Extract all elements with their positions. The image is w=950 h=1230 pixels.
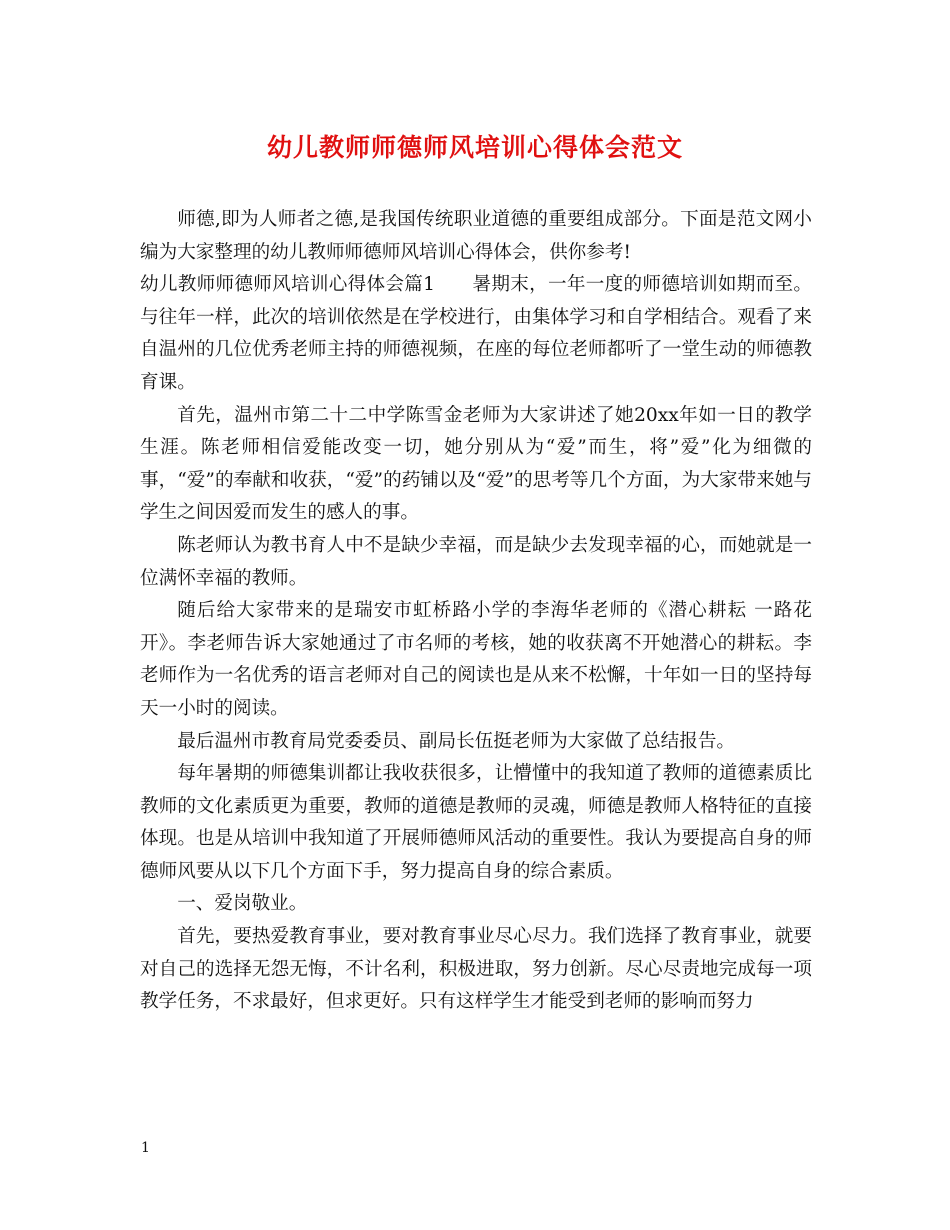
page-number: 1 (141, 1140, 150, 1156)
body-paragraph: 随后给大家带来的是瑞安市虹桥路小学的李海华老师的《潜心耕耘 一路花开》。李老师告诉大家她通过了市名师的考核，她的收获离不开她潜心的耕耘。李老师作为一名优秀的语言老师对自己的阅读也是从来不松懈，十年如一日的坚持每天一小时的阅读。 (140, 600, 812, 719)
body-paragraph: 首先，要热爱教育事业，要对教育事业尽心尽力。我们选择了教育事业，就要对自己的选择无怨无悔，不计名利，积极进取，努力创新。尽心尽责地完成每一项教学任务，不求最好，但求更好。只有这样学生才能受到老师的影响而努力 (140, 926, 812, 1013)
body-paragraph: 陈老师认为教书育人中不是缺少幸福，而是缺少去发现幸福的心，而她就是一位满怀幸福的教师。 (140, 534, 812, 589)
body-paragraph: 每年暑期的师德集训都让我收获很多，让懵懂中的我知道了教师的道德素质比教师的文化素质更为重要，教师的道德是教师的灵魂，师德是教师人格特征的直接体现。也是从培训中我知道了开展师德师风活动的重要性。我认为要提高自身的师德师风要从以下几个方面下手，努力提高自身的综合素质。 (140, 763, 812, 882)
intro-paragraph: 师德,即为人师者之德,是我国传统职业道德的重要组成部分。下面是范文网小编为大家整理的幼儿教师师德师风培训心得体会，供你参考! (140, 209, 812, 263)
body-paragraph: 首先，温州市第二十二中学陈雪金老师为大家讲述了她20xx年如一日的教学生涯。陈老师相信爱能改变一切，她分别从为“爱”而生，将”爱”化为细微的事，“爱”的奉献和收获，“爱”的药铺以及“爱”的思考等几个方面，为大家带来她与学生之间因爱而发生的感人的事。 (140, 404, 812, 524)
section-paragraph (140, 269, 812, 399)
section-first-text: 暑期末，一年一度的师德培训如期而至。与往年一样，此次的培训依然是在学校进行，由集体学习和自学相结合。观看了来自温州的几位优秀老师主持的师德视频，在座的每位老师都听了一堂生动的师德教育课。 (140, 274, 812, 393)
body-paragraph: 最后温州市教育局党委委员、副局长伍挺老师为大家做了总结报告。 (177, 730, 736, 752)
document-title: 幼儿教师师德师风培训心得体会范文 (266, 133, 683, 162)
section-heading: 幼儿教师师德师风培训心得体会篇1 (140, 274, 435, 296)
document-body (140, 204, 812, 1019)
subheading-paragraph: 一、爱岗敬业。 (177, 893, 308, 915)
